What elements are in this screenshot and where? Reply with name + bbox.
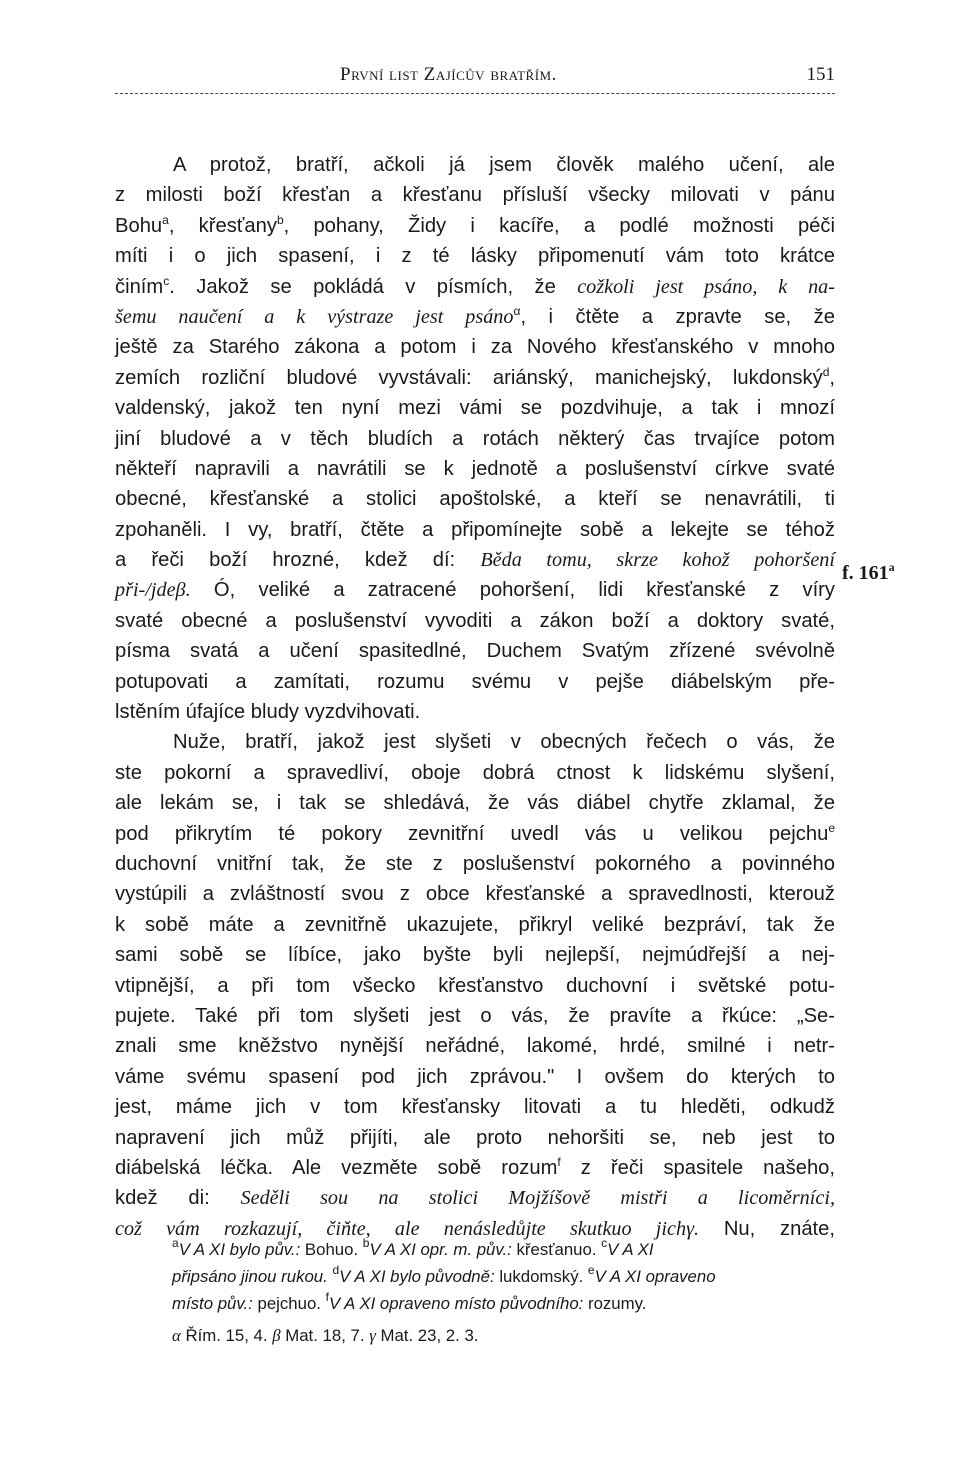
text-line: potupovati a zamítati, rozumu svému v pejše diábelským pře-: [115, 670, 835, 693]
header-title: První list Zajícův bratřím.: [340, 64, 557, 85]
text-line: Nuže, bratří, jakož jest slyšeti v obecných řečech o vás, že: [173, 731, 835, 754]
text-line: svaté obecné a poslušenství vyvoditi a zákon boží a doktory svaté,: [115, 609, 835, 632]
text-line: k sobě máte a zevnitřně ukazujete, přikryl veliké bezpráví, tak že: [115, 913, 835, 936]
text-line: jest, máme jich v tom křesťansky litovati a tu hleděti, odkudž: [115, 1096, 835, 1119]
text-line: pod přikrytím té pokory zevnitřní uvedl vás u velikou pejchu$^e$: [115, 820, 835, 845]
text-line: někteří napravili a navrátili se k jednotě a poslušenství církve svaté: [115, 457, 835, 480]
text-line: míti i o jich spasení, i z té lásky připomenutí vám toto krátce: [115, 245, 835, 268]
text-line: vystúpili a zvláštností svou z obce křesťanské a spravedlnosti, kterouž: [115, 883, 835, 906]
text-line: šemu naučení a k výstraze jest psáno$^\alpha$, i čtěte a zpravte se, že: [115, 303, 835, 328]
text-line: z milosti boží křesťan a křesťanu přísluší všecky milovati v pánu: [115, 184, 835, 207]
text-line: zemích rozliční bludové vyvstávali: ariánský, manichejský, lukdonský$^d$,: [115, 364, 835, 389]
text-line: Bohu$^a$, křesťany$^b$, pohany, Židy i kacíře, a podlé možnosti péči: [115, 212, 835, 237]
footnotes: [172, 1236, 852, 1317]
text-line: napravení jich můž přijíti, ale proto nehoršiti se, neb jest to: [115, 1126, 835, 1149]
footnote-line: připsáno jinou rukou. $^d$V A XI bylo původně: lukdomský. $^e$V A XI opraveno: [172, 1263, 716, 1286]
text-line: což vám rozkazují, čiňte, ale nenásledůjte skutkuo jichγ. Nu, znáte,: [115, 1217, 835, 1240]
text-line: ale lekám se, i tak se shledává, že vás diábel chytře zklamal, že: [115, 792, 835, 815]
text-line: písma svatá a učení spasitedlné, Duchem Svatým zřízené svévolně: [115, 640, 835, 663]
text-line: valdenský, jakož ten nyní mezi vámi se pozdvihuje, a tak i mnozí: [115, 397, 835, 420]
text-line: ještě za Starého zákona a potom i za Nového křesťanského v mnoho: [115, 336, 835, 359]
main-text: [115, 150, 835, 1244]
text-line: sami sobě se líbíce, jako byšte byli nejlepší, nejmúdřejší a nej-: [115, 944, 835, 967]
text-line: pujete. Také při tom slyšeti jest o vás, že pravíte a řkúce: „Se-: [115, 1004, 835, 1027]
text-line: ste pokorní a spravedliví, oboje dobrá ctnost k lidskému slyšení,: [115, 761, 835, 784]
text-line: kdež di: Seděli sou na stolici Mojžíšově mistři a licoměrníci,: [115, 1187, 836, 1210]
text-line: váme svému spasení pod jich zprávou." I ovšem do kterých to: [115, 1065, 835, 1088]
text-line: při-/jdeβ. Ó, veliké a zatracené pohoršení, lidi křesťanské z víry: [115, 579, 835, 602]
text-line: lstěním úfajíce bludy vyzdvihovati.: [115, 701, 421, 724]
text-line: obecné, křesťanské a stolici apoštolské, a kteří se nenavrátili, ti: [115, 488, 835, 511]
text-line: činím$^c$. Jakož se pokládá v písmích, že cožkoli jest psáno, k na-: [115, 273, 835, 298]
text-line: A protož, bratří, ačkoli já jsem člověk malého učení, ale: [173, 154, 835, 176]
footnote-line: místo pův.: pejchuo. $^f$V A XI opraveno místo původního: rozumy.: [172, 1290, 647, 1313]
text-line: jiní bludové a v těch bludích a rotách některý čas trvajíce potom: [115, 427, 835, 450]
footnote-line: $^a$V A XI bylo pův.: Bohuo. $^b$V A XI opr. m. pův.: křesťanuo. $^c$V A XI: [172, 1236, 654, 1259]
text-line: duchovní vnitřní tak, že ste z poslušenství pokorného a povinného: [115, 852, 835, 875]
scripture-references: α Řím. 15, 4. β Mat. 18, 7. γ Mat. 23, 2. 3.: [172, 1326, 479, 1345]
margin-folio-note: f. 161$^a$: [842, 560, 895, 584]
text-line: a řeči boží hrozné, kdež dí: Běda tomu, skrze kohož pohoršení: [115, 549, 835, 572]
text-line: zpohaněli. I vy, bratří, čtěte a připomínejte sobě a lekejte se téhož: [115, 518, 835, 541]
running-header: [115, 64, 835, 88]
header-rule: [115, 93, 835, 94]
text-line: diábelská léčka. Ale vezměte sobě rozum$^f$ z řeči spasitele našeho,: [115, 1154, 836, 1179]
text-line: znali sme kněžstvo nynější neřádné, lakomé, hrdé, smilné i netr-: [115, 1035, 835, 1058]
page-number: 151: [806, 64, 835, 85]
text-line: vtipnější, a při tom všecko křesťanstvo duchovní i světské potu-: [115, 974, 835, 997]
